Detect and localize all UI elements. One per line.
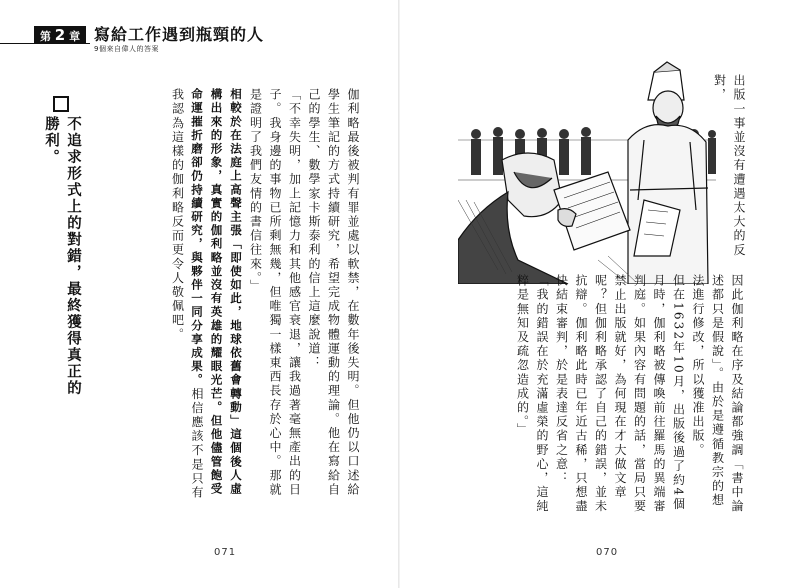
left-page: [0, 0, 399, 588]
closing-text: 相信應該不是只有我認為這樣的伽利略反而更令人敬佩吧。: [170, 88, 204, 501]
chapter-suffix: 章: [69, 30, 81, 43]
hollow-square-icon: [53, 96, 69, 112]
right-paragraph-1: 因此伽利略在序及結論都強調「書中論述都只是假說」。由於是遵循教宗的想法進行修改，所以獲准出版。: [691, 274, 744, 514]
galileo-trial-illustration: [458, 60, 716, 284]
chapter-title: 寫給工作遇到瓶頸的人: [94, 25, 265, 44]
chapter-subtitle: 9個來自偉人的答案: [94, 45, 159, 53]
left-paragraph-2: 「不幸失明，加上記憶力和其他感官衰退，讓我過著毫無產出的日子。我身邊的事物已所剩無幾，但唯獨一樣東西長存於心中。那就是證明了我們友情的書信往來。」: [248, 88, 302, 497]
right-top-text: 出版一事並沒有遭遇太大的反對，: [712, 74, 746, 258]
chapter-number: 2: [54, 26, 66, 44]
left-body-text: [118, 88, 362, 506]
highlight-text: 相較於在法庭上高聲主張「即使如此，地球依舊會轉動」這個後人虛構出來的形象，真實的伽利略並沒有英雄的耀眼光芒。但他儘管飽受命運摧折磨卻仍持續研究，與夥伴一同分享成果。: [190, 88, 243, 496]
right-page: [400, 0, 799, 588]
page-number-left: 071: [214, 547, 237, 558]
chapter-badge: [34, 26, 86, 44]
right-paragraph-3: 「我的錯誤在於充滿虛榮的野心，這純粹是無知及疏忽造成的。」: [515, 274, 549, 514]
left-paragraph-1: 伽利略最後被判有罪並處以軟禁，在數年後失明。但他仍以口述給學生筆記的方式持續研究，希望完成物體運動的理論。他在寫給自己的學生、數學家卡斯泰利的信上這麼說道：: [307, 88, 360, 497]
right-paragraph-2: 但在1632年10月，出版後過了約4個月時，伽利略被傳喚前往羅馬的異端審判庭。如果內容有問題的話，當局只要禁止出版就好，為何現在才大做文章呢？但伽利略承認了自己的錯誤，並未抗辯。伽利略此時已年近古稀，只想盡快結束審判，於是表達反省之意：: [554, 274, 686, 514]
right-body-text: [478, 274, 746, 518]
left-paragraph-3: [167, 88, 245, 506]
sidebar-pull-quote: [40, 96, 82, 396]
chapter-prefix: 第: [39, 30, 51, 43]
sidebar-quote-text: 不追求形式上的對錯，最終獲得真正的勝利。: [43, 116, 81, 397]
page-number-right: 070: [596, 547, 619, 558]
